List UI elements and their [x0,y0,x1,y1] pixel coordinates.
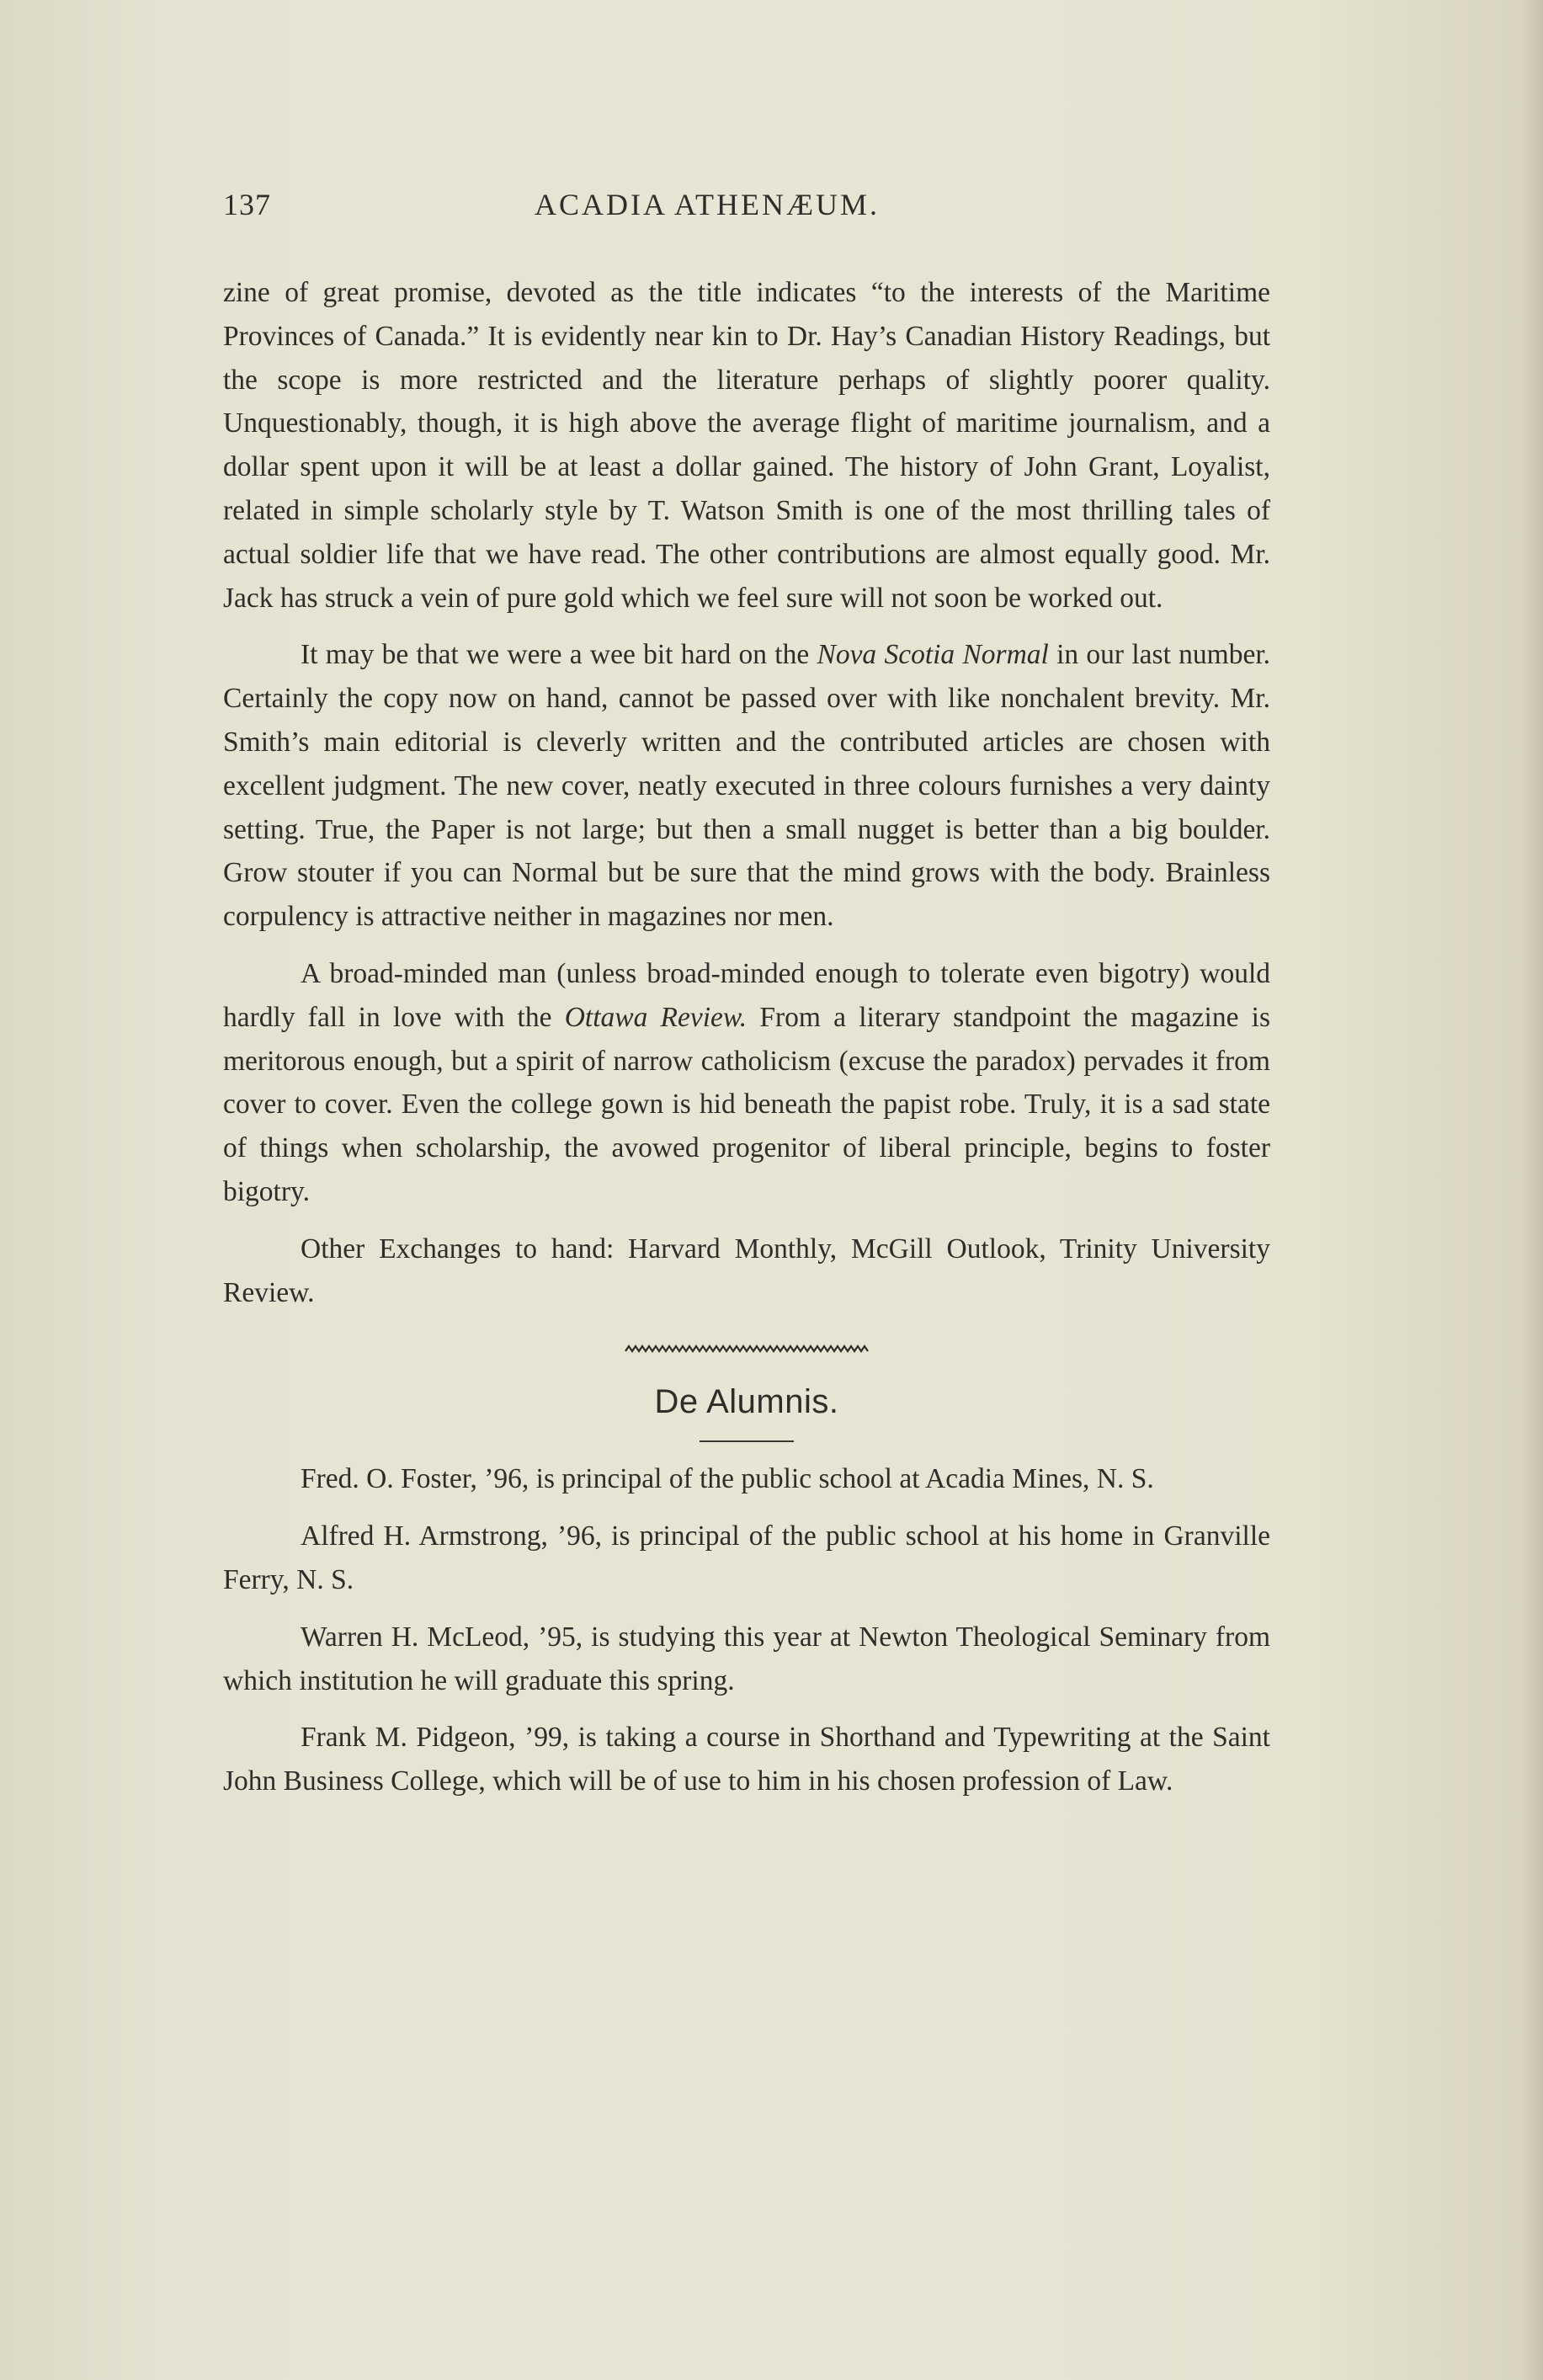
exchange-paragraph [223,952,1270,1214]
publication-title: Ottawa Review. [564,1001,748,1033]
publication-title: Nova Scotia Normal [817,639,1049,671]
alumni-entry: Frank M. Pidgeon, ’99, is taking a course in Shorthand and Typewriting at the Saint John Business College, which will be of use to him in his chosen profession of Law. [223,1722,1270,1797]
paragraph-text: A broad-minded man (unless broad-minded enough to tolerate even bigotry) would hardly fall in love with the [223,957,1270,1033]
page-edge-shadow [1521,0,1543,2380]
ornamental-rule-graphic [620,1341,873,1358]
article-body [223,271,1270,1817]
alumni-entry: Fred. O. Foster, ’96, is principal of the public school at Acadia Mines, N. S. [301,1463,1154,1495]
alumni-entry: Alfred H. Armstrong, ’96, is principal of the public school at his home in Granville Ferry, N. S. [223,1520,1270,1595]
alumni-entry: Warren H. McLeod, ’95, is studying this year at Newton Theological Seminary from which institution he will graduate this spring. [223,1621,1270,1696]
running-title: ACADIA ATHENÆUM. [535,188,881,221]
paragraph-text: From a literary standpoint the magazine is meritorous enough, but a spirit of narrow catholicism (excuse the paradox) pervades it from cover to cover. Even the college gown is hid beneath the papist robe. Truly, it is a sad state of things when scholarship, the avowed progenitor of liberal principle, begins to foster bigotry. [223,1001,1270,1207]
heading-rule [700,1440,794,1442]
page-number: 137 [223,188,271,221]
paragraph-text: It may be that we were a wee bit hard on the [301,639,817,671]
exchange-paragraph [223,271,1270,620]
exchange-paragraph [223,633,1270,939]
exchange-paragraph [223,1227,1270,1315]
section-heading: De Alumnis. [654,1383,839,1421]
paragraph-text: in our last number. Certainly the copy now on hand, cannot be passed over with like nonchalent brevity. Mr. Smith’s main editorial is cleverly written and the contributed articles are chosen with excellent judgment. The new cover, neatly executed in three colours furnishes a very dainty setting. True, the Paper is not large; but then a small nugget is better than a big boulder. Grow stouter if you can Normal but be sure that the mind grows with the body. Brainless corpulency is attractive neither in magazines nor men. [223,639,1271,933]
ornamental-rule-icon [223,1328,1270,1358]
paragraph-text: zine of great promise, devoted as the title indicates “to the interests of the Maritime Provinces of Canada.” It is evidently near kin to Dr. Hay’s Canadian History Readings, but the scope is more restricted and the literature perhaps of slightly poorer quality. Unquestionably, though, it is high above the average flight of maritime journalism, and a dollar spent upon it will be at least a dollar gained. The history of John Grant, Loyalist, related in simple scholarly style by T. Watson Smith is one of the most thrilling tales of actual soldier life that we have read. The other contributions are almost equally good. Mr. Jack has struck a vein of pure gold which we feel sure will not soon be worked out. [223,277,1270,614]
paragraph-text: Other Exchanges to hand: Harvard Monthly, McGill Outlook, Trinity University Review. [223,1233,1270,1308]
running-header [223,184,1270,234]
